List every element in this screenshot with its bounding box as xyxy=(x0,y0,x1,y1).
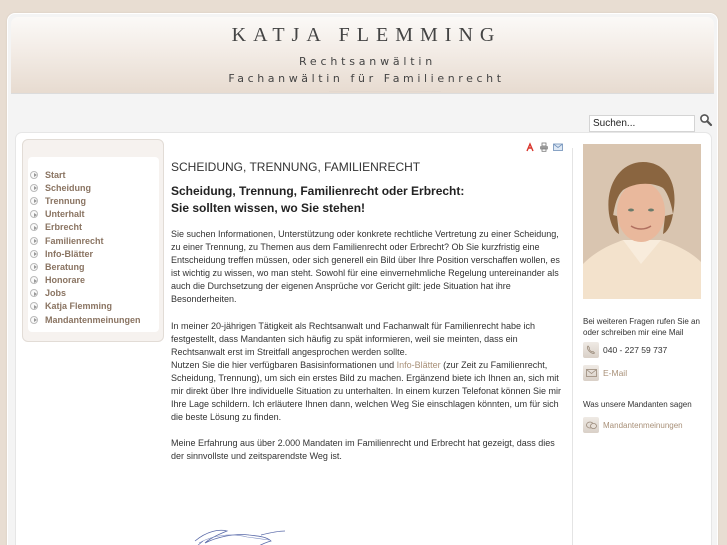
email-icon[interactable] xyxy=(553,139,563,149)
paragraph-conclusion: Meine Erfahrung aus über 2.000 Mandaten im Familienrecht und Erbrecht hat gezeigt, dass dies der sinnvollste und zeitsparendste Weg ist. xyxy=(171,438,555,462)
sidebar xyxy=(22,139,164,342)
reviews-heading: Was unsere Mandanten sagen xyxy=(583,400,692,409)
site-subtitle-profession: Rechtsanwältin xyxy=(298,55,437,68)
nav-item-katja-flemming[interactable]: Katja Flemming xyxy=(30,300,141,313)
arrow-bullet-icon xyxy=(30,263,38,271)
phone-contact xyxy=(583,342,667,358)
envelope-icon xyxy=(583,365,599,381)
paragraph-intro: Sie suchen Informationen, Unterstützung oder konkrete rechtliche Vertretung zu einer Scheidung, zu einer Trennung, zu Themen aus dem Familienrecht oder Erbrecht? Ob Sie kurzfristig eine Entscheidung treffen müssen, oder sich generell ein Bild über Ihre Position verschaffen wollen, es ist wichtig zu wissen, wo man steht. Sowohl für eine einvernehmliche Regelung untereinander als auch die Durchsetzung der eigenen Ansprüche vor Gericht gilt: jede Situation hat ihre Besonderheiten. xyxy=(171,229,560,305)
page-container xyxy=(7,13,718,545)
nav-item-mandantenmeinungen[interactable]: Mandantenmeinungen xyxy=(30,313,141,326)
arrow-bullet-icon xyxy=(30,316,38,324)
arrow-bullet-icon xyxy=(30,171,38,179)
header-divider xyxy=(329,91,441,92)
nav-item-erbrecht[interactable]: Erbrecht xyxy=(30,221,141,234)
nav-item-scheidung[interactable]: Scheidung xyxy=(30,181,141,194)
arrow-bullet-icon xyxy=(30,184,38,192)
arrow-bullet-icon xyxy=(30,223,38,231)
print-icon[interactable] xyxy=(539,139,549,149)
nav-item-honorare[interactable]: Honorare xyxy=(30,274,141,287)
phone-number: 040 - 227 59 737 xyxy=(603,345,668,355)
signature-image xyxy=(189,513,289,545)
nav-item-beratung[interactable]: Beratung xyxy=(30,260,141,273)
phone-icon xyxy=(583,342,599,358)
pdf-icon[interactable] xyxy=(525,139,535,149)
nav-item-jobs[interactable]: Jobs xyxy=(30,287,141,300)
contact-prompt: Bei weiteren Fragen rufen Sie an oder schreiben mir eine Mail xyxy=(583,317,700,337)
document-actions xyxy=(525,139,563,149)
nav-item-trennung[interactable]: Trennung xyxy=(30,194,141,207)
main-column xyxy=(171,133,569,545)
arrow-bullet-icon xyxy=(30,302,38,310)
nav-item-info-blaetter[interactable]: Info-Blätter xyxy=(30,247,141,260)
column-divider xyxy=(572,148,573,545)
arrow-bullet-icon xyxy=(30,276,38,284)
nav-item-start[interactable]: Start xyxy=(30,168,141,181)
speech-bubbles-icon xyxy=(583,417,599,433)
page-title: SCHEIDUNG, TRENNUNG, FAMILIENRECHT xyxy=(171,160,421,174)
content-area xyxy=(15,132,712,545)
search-input[interactable] xyxy=(589,115,695,132)
site-subtitle-specialty: Fachanwältin für Familienrecht xyxy=(228,72,505,85)
search-magnifier-icon[interactable] xyxy=(699,113,713,127)
nav-item-familienrecht[interactable]: Familienrecht xyxy=(30,234,141,247)
arrow-bullet-icon xyxy=(30,250,38,258)
site-title[interactable]: KATJA FLEMMING xyxy=(231,24,502,46)
site-header xyxy=(11,17,714,94)
paragraph-experience: In meiner 20-jährigen Tätigkeit als Rechtsanwalt und Fachanwalt für Familienrecht habe ich festgestellt, dass Mandanten sich häufig zu spät informieren, weil sie meinten, dass ein Rechtsanwalt erst im Streitfall angesprochen werden sollte. Nutzen Sie die hier verfügbaren Basisinformationen und Info-Blätter (zur Zeit zu Familienrecht, Scheidung, Trennung), um sich ein erstes Bild zu machen. Ergänzend biete ich Ihnen an, sich mit mir direkt über Ihre individuelle Situation zu unterhalten. In einem kurzen Telefonat können Sie mir Ihre Lage schildern. Ich erläutere Ihnen dann, welchen Weg Sie einschlagen könnten, um für sich die beste Lösung zu finden. xyxy=(171,320,562,423)
main-nav xyxy=(30,168,141,326)
right-column xyxy=(583,133,708,545)
arrow-bullet-icon xyxy=(30,210,38,218)
reviews-link[interactable]: Mandantenmeinungen xyxy=(583,417,683,433)
arrow-bullet-icon xyxy=(30,289,38,297)
lead-heading: Scheidung, Trennung, Familienrecht oder Erbrecht: Sie sollten wissen, wo Sie stehen! xyxy=(171,184,465,215)
arrow-bullet-icon xyxy=(30,197,38,205)
email-contact-link[interactable]: E-Mail xyxy=(583,365,627,381)
search-form xyxy=(589,113,695,132)
arrow-bullet-icon xyxy=(30,237,38,245)
portrait-photo xyxy=(583,144,701,299)
article-body xyxy=(171,228,569,477)
sidebar-menu-panel xyxy=(28,157,159,332)
info-blaetter-link[interactable]: Info-Blätter xyxy=(396,359,441,370)
nav-item-unterhalt[interactable]: Unterhalt xyxy=(30,208,141,221)
